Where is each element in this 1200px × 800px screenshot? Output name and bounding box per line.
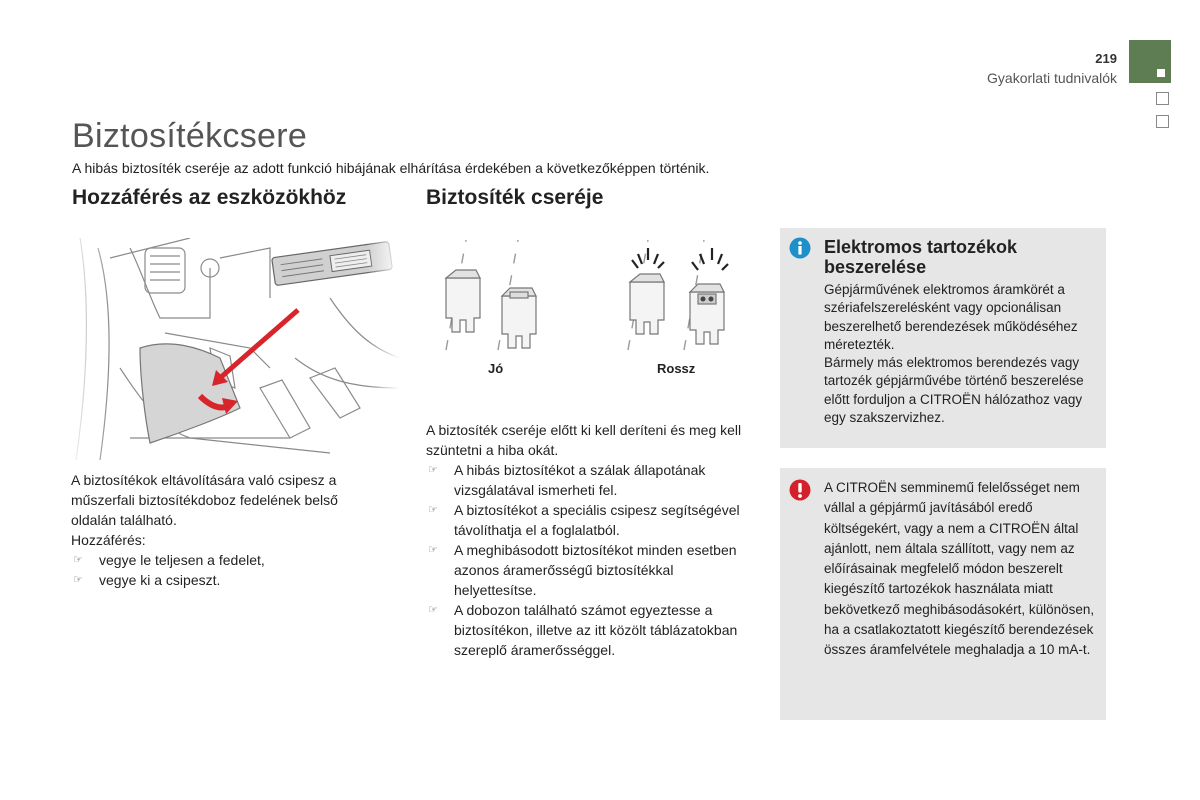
info-panel-text-1: Gépjárművének elektromos áramkörét a szériafelszerelésként vagy opcionálisan beszerelhető berendezések működéséhez méretezték. xyxy=(824,282,1078,352)
intro-text: A hibás biztosíték cseréje az adott funkció hibájának elhárítása érdekében a következőképpen történik. xyxy=(72,160,710,176)
fuse-paragraph: A biztosíték cseréje előtt ki kell deríteni és meg kell szüntetni a hiba okát. xyxy=(426,422,742,458)
heading-fuse-replace: Biztosíték cseréje xyxy=(426,186,604,209)
list-item: ☞ A dobozon található számot egyeztesse a biztosítékon, illetve az itt közölt táblázatokban szereplő áramerősséggel. xyxy=(428,602,738,658)
warning-panel-text: A CITROËN semminemű felelősséget nem vállal a gépjármű javításából eredő költségekért, vagy a nem a CITROËN által ajánlott, nem általa szállított, vagy nem az előírásainak megfelelő módon beszerelt kiegészítő tartozékok használata miatt bekövetkező meghibásodásokért, különösen, ha a csatlakoztatott kiegészítő berendezések összes áramfelvétele meghaladja a 10 mA-t. xyxy=(824,480,1095,658)
fuse-text-block xyxy=(426,420,756,660)
page-title: Biztosítékcsere xyxy=(72,117,308,155)
pointing-hand-icon: ☞ xyxy=(428,604,438,616)
fuse-bad-label: Rossz xyxy=(657,361,696,376)
access-label: Hozzáférés: xyxy=(71,532,146,548)
list-item: ☞ vegye ki a csipeszt. xyxy=(73,572,221,588)
pointing-hand-icon: ☞ xyxy=(428,504,438,516)
pointing-hand-icon: ☞ xyxy=(73,574,83,586)
dashboard-fusebox-illustration xyxy=(70,238,400,460)
section-name: Gyakorlati tudnivalók xyxy=(987,70,1117,86)
info-panel-text xyxy=(824,281,1099,427)
page-number: 219 xyxy=(1095,51,1117,66)
heading-access: Hozzáférés az eszközökhöz xyxy=(72,186,347,209)
pointing-hand-icon: ☞ xyxy=(428,464,438,476)
fuse-bullet-list xyxy=(426,460,756,660)
exclamation-icon xyxy=(789,479,811,501)
fuse-good-label: Jó xyxy=(488,361,504,376)
chapter-tab-box xyxy=(1156,115,1169,128)
chapter-tab-box xyxy=(1156,92,1169,105)
list-item: ☞ A biztosítékot a speciális csipesz segítségével távolíthatja el a foglalatból. xyxy=(428,502,740,538)
pointing-hand-icon: ☞ xyxy=(428,544,438,556)
access-text-block xyxy=(71,470,381,590)
fuse-good-illustration xyxy=(436,240,556,355)
chapter-tab-active xyxy=(1129,40,1171,83)
access-bullet-list xyxy=(71,550,381,590)
access-paragraph: A biztosítékok eltávolítására való csipesz a műszerfali biztosítékdoboz fedelének belső oldalán található. xyxy=(71,472,338,528)
fuse-bad-illustration xyxy=(618,240,748,355)
pointing-hand-icon: ☞ xyxy=(73,554,83,566)
list-item: ☞ A meghibásodott biztosítékot minden esetben azonos áramerősségű biztosítékkal helyettesítse. xyxy=(428,542,737,598)
list-item: ☞ vegye le teljesen a fedelet, xyxy=(73,552,265,568)
info-icon xyxy=(789,237,811,259)
info-panel-text-2: Bármely más elektromos berendezés vagy tartozék gépjárművébe történő beszerelése előtt forduljon a CITROËN hálózathoz vagy egy szakszervizhez. xyxy=(824,355,1084,426)
list-item: ☞ A hibás biztosítékot a szálak állapotának vizsgálatával ismerheti fel. xyxy=(428,462,706,498)
info-panel-title: Elektromos tartozékok beszerelése xyxy=(824,237,1018,277)
